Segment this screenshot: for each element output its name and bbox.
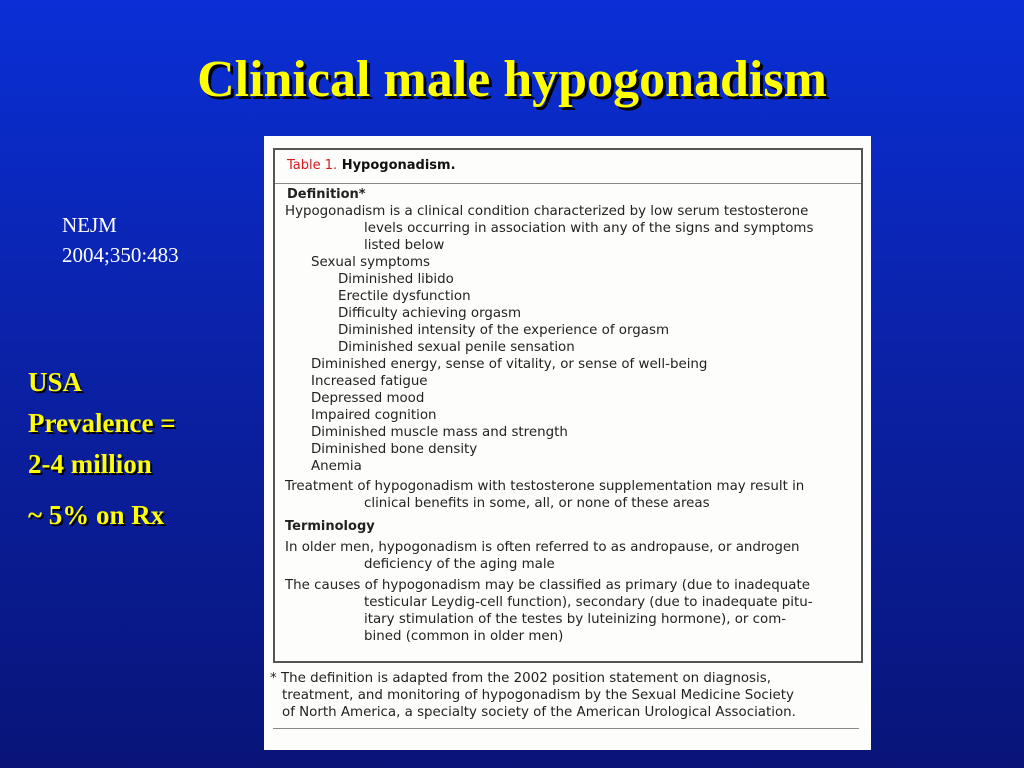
table-line: clinical benefits in some, all, or none of these areas <box>364 496 710 511</box>
table-line: Diminished energy, sense of vitality, or sense of well-being <box>311 357 708 372</box>
table-line: Diminished bone density <box>311 442 478 457</box>
section-definition: Definition* <box>287 187 366 202</box>
table-line: bined (common in older men) <box>364 629 564 644</box>
table-line: The causes of hypogonadism may be classified as primary (due to inadequate <box>285 578 810 593</box>
table-line: Erectile dysfunction <box>338 289 471 304</box>
header-divider <box>275 183 861 184</box>
table-line: Difficulty achieving orgasm <box>338 306 522 321</box>
table-line: Increased fatigue <box>311 374 428 389</box>
table-title: Hypogonadism. <box>341 158 456 173</box>
table-frame <box>273 148 863 663</box>
footnote-line: treatment, and monitoring of hypogonadism by the Sexual Medicine Society <box>282 688 794 703</box>
table-line: itary stimulation of the testes by luteinizing hormone), or com- <box>364 612 787 627</box>
table-line: Hypogonadism is a clinical condition characterized by low serum testosterone <box>285 204 809 219</box>
citation-journal: NEJM <box>62 213 117 237</box>
table-header <box>287 158 456 173</box>
citation <box>62 210 179 270</box>
table-line: Treatment of hypogonadism with testosterone supplementation may result in <box>285 479 805 494</box>
stats-prevalence-value: 2-4 million <box>28 449 152 479</box>
table-line: Diminished intensity of the experience of orgasm <box>338 323 669 338</box>
table-line: deficiency of the aging male <box>364 557 555 572</box>
table-line: Diminished muscle mass and strength <box>311 425 568 440</box>
citation-volume: 2004;350:483 <box>62 243 179 267</box>
table-line: testicular Leydig-cell function), secondary (due to inadequate pitu- <box>364 595 813 610</box>
stats-country: USA <box>28 367 83 397</box>
stats-treatment-rate: ~ 5% on Rx <box>28 500 165 530</box>
table-line: levels occurring in association with any of the signs and symptoms <box>364 221 814 236</box>
slide-title: Clinical male hypogonadism <box>197 51 827 108</box>
table-line: Depressed mood <box>311 391 425 406</box>
footnote-line: * The definition is adapted from the 2002 position statement on diagnosis, <box>270 671 771 686</box>
table-line: Diminished libido <box>338 272 454 287</box>
table-label: Table 1. <box>287 158 338 173</box>
table-line: Diminished sexual penile sensation <box>338 340 575 355</box>
table-line: Anemia <box>311 459 362 474</box>
footnote-line: of North America, a specialty society of the American Urological Association. <box>282 705 796 720</box>
table-line: Impaired cognition <box>311 408 437 423</box>
table-line: listed below <box>364 238 445 253</box>
table-line: In older men, hypogonadism is often referred to as andropause, or androgen <box>285 540 800 555</box>
prevalence-stats <box>28 362 176 536</box>
table-image <box>264 136 871 750</box>
stats-prevalence-label: Prevalence = <box>28 408 176 438</box>
footnote-divider <box>273 728 859 729</box>
table-line: Sexual symptoms <box>311 255 431 270</box>
section-terminology: Terminology <box>285 519 375 534</box>
